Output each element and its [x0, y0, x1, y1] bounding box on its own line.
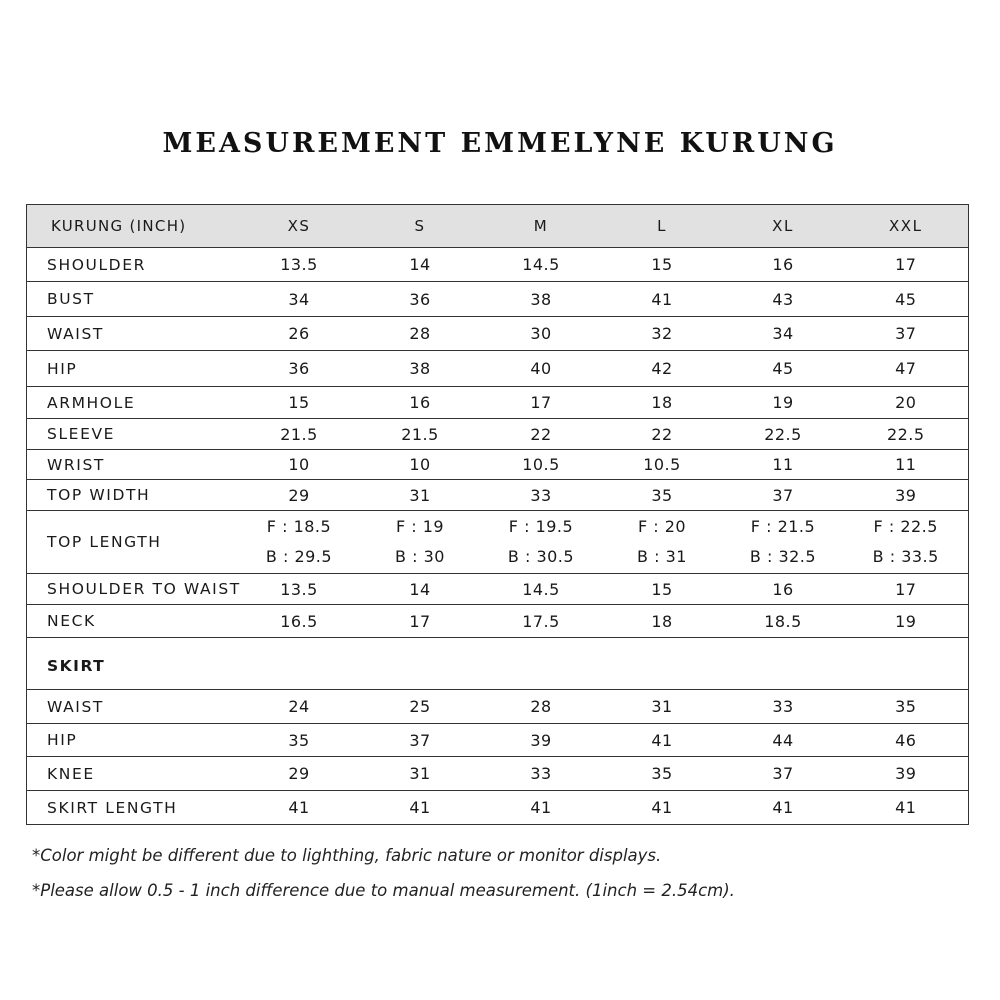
measurement-cell: 17.5 — [481, 605, 602, 638]
size-header-xs: XS — [239, 205, 360, 248]
measurement-cell: 37 — [723, 757, 844, 791]
measurement-cell: 10 — [239, 450, 360, 480]
measurement-cell: 18.5 — [723, 605, 844, 638]
top-length-cell — [844, 511, 969, 574]
size-chart-body — [27, 205, 969, 825]
top-length-cell — [360, 511, 481, 574]
size-header-s: S — [360, 205, 481, 248]
measurement-cell: 31 — [360, 757, 481, 791]
front-length-value: F : 19.5 — [508, 517, 574, 536]
measurement-cell: 35 — [239, 724, 360, 757]
top-length-cell — [723, 511, 844, 574]
color-disclaimer-note: *Color might be different due to lighthing, fabric nature or monitor displays. — [32, 846, 662, 865]
table-row — [27, 724, 969, 757]
measurement-cell: 13.5 — [239, 574, 360, 605]
row-label: KNEE — [27, 757, 239, 791]
page-title: MEASUREMENT EMMELYNE KURUNG — [162, 128, 838, 159]
measurement-cell: 37 — [844, 317, 969, 351]
measurement-cell: 41 — [602, 791, 723, 825]
measurement-cell: 44 — [723, 724, 844, 757]
front-length-value: F : 20 — [637, 517, 687, 536]
table-row — [27, 480, 969, 511]
measurement-cell: 16 — [360, 387, 481, 419]
row-label: NECK — [27, 605, 239, 638]
measurement-cell: 46 — [844, 724, 969, 757]
measurement-cell: 22 — [481, 419, 602, 450]
row-label: SLEEVE — [27, 419, 239, 450]
measurement-cell: 16 — [723, 574, 844, 605]
measurement-cell: 39 — [844, 480, 969, 511]
measurement-cell: 45 — [723, 351, 844, 387]
measurement-cell: 32 — [602, 317, 723, 351]
size-header-l: L — [602, 205, 723, 248]
skirt-section-label: SKIRT — [27, 638, 969, 690]
table-row — [27, 574, 969, 605]
measurement-cell: 28 — [481, 690, 602, 724]
table-header-row — [27, 205, 969, 248]
table-row — [27, 317, 969, 351]
row-label: WAIST — [27, 317, 239, 351]
measurement-cell: 22.5 — [844, 419, 969, 450]
measurement-cell: 17 — [360, 605, 481, 638]
table-row — [27, 511, 969, 574]
table-row — [27, 387, 969, 419]
size-chart-table — [26, 204, 969, 825]
measurement-cell: 31 — [360, 480, 481, 511]
measurement-cell: 36 — [360, 282, 481, 317]
measurement-cell: 42 — [602, 351, 723, 387]
row-label: SHOULDER TO WAIST — [27, 574, 239, 605]
row-label: HIP — [27, 724, 239, 757]
size-header-m: M — [481, 205, 602, 248]
table-row — [27, 450, 969, 480]
measurement-cell: 31 — [602, 690, 723, 724]
measurement-cell: 28 — [360, 317, 481, 351]
table-row — [27, 605, 969, 638]
header-label: KURUNG (INCH) — [27, 205, 239, 248]
measurement-cell: 25 — [360, 690, 481, 724]
top-length-cell — [481, 511, 602, 574]
measurement-cell: 34 — [723, 317, 844, 351]
measurement-cell: 41 — [481, 791, 602, 825]
measurement-cell: 15 — [239, 387, 360, 419]
measurement-cell: 41 — [602, 724, 723, 757]
measurement-cell: 14.5 — [481, 248, 602, 282]
measurement-cell: 11 — [723, 450, 844, 480]
table-row — [27, 791, 969, 825]
measurement-cell: 33 — [723, 690, 844, 724]
row-label: TOP WIDTH — [27, 480, 239, 511]
measurement-cell: 35 — [844, 690, 969, 724]
measurement-tolerance-note: *Please allow 0.5 - 1 inch difference due to manual measurement. (1inch = 2.54cm). — [32, 881, 735, 900]
measurement-cell: 22 — [602, 419, 723, 450]
row-label: HIP — [27, 351, 239, 387]
measurement-cell: 10.5 — [602, 450, 723, 480]
front-length-value: F : 18.5 — [266, 517, 332, 536]
measurement-cell: 26 — [239, 317, 360, 351]
top-length-cell — [239, 511, 360, 574]
measurement-cell: 17 — [844, 248, 969, 282]
front-length-value: F : 21.5 — [750, 517, 816, 536]
table-row — [27, 690, 969, 724]
measurement-cell: 11 — [844, 450, 969, 480]
row-label: ARMHOLE — [27, 387, 239, 419]
measurement-cell: 19 — [723, 387, 844, 419]
measurement-cell: 38 — [481, 282, 602, 317]
measurement-cell: 38 — [360, 351, 481, 387]
back-length-value: B : 29.5 — [265, 547, 333, 566]
measurement-cell: 16.5 — [239, 605, 360, 638]
measurement-cell: 37 — [360, 724, 481, 757]
measurement-cell: 18 — [602, 605, 723, 638]
back-length-value: B : 30.5 — [507, 547, 575, 566]
row-label: BUST — [27, 282, 239, 317]
row-label: TOP LENGTH — [27, 511, 239, 574]
back-length-value: B : 32.5 — [749, 547, 817, 566]
measurement-cell: 17 — [481, 387, 602, 419]
measurement-cell: 20 — [844, 387, 969, 419]
measurement-cell: 41 — [360, 791, 481, 825]
table-row — [27, 419, 969, 450]
measurement-cell: 43 — [723, 282, 844, 317]
measurement-cell: 40 — [481, 351, 602, 387]
measurement-cell: 14 — [360, 248, 481, 282]
row-label: WRIST — [27, 450, 239, 480]
measurement-cell: 16 — [723, 248, 844, 282]
measurement-cell: 45 — [844, 282, 969, 317]
measurement-cell: 39 — [481, 724, 602, 757]
measurement-cell: 14.5 — [481, 574, 602, 605]
measurement-cell: 34 — [239, 282, 360, 317]
measurement-cell: 47 — [844, 351, 969, 387]
row-label: SKIRT LENGTH — [27, 791, 239, 825]
measurement-cell: 41 — [844, 791, 969, 825]
measurement-cell: 21.5 — [360, 419, 481, 450]
row-label: WAIST — [27, 690, 239, 724]
table-row — [27, 351, 969, 387]
measurement-cell: 14 — [360, 574, 481, 605]
measurement-cell: 29 — [239, 480, 360, 511]
measurement-cell: 21.5 — [239, 419, 360, 450]
top-length-cell — [602, 511, 723, 574]
measurement-cell: 13.5 — [239, 248, 360, 282]
measurement-cell: 41 — [602, 282, 723, 317]
table-row — [27, 282, 969, 317]
table-row — [27, 757, 969, 791]
measurement-cell: 29 — [239, 757, 360, 791]
measurement-cell: 41 — [239, 791, 360, 825]
row-label: SHOULDER — [27, 248, 239, 282]
measurement-cell: 22.5 — [723, 419, 844, 450]
measurement-cell: 19 — [844, 605, 969, 638]
measurement-cell: 37 — [723, 480, 844, 511]
measurement-cell: 15 — [602, 248, 723, 282]
measurement-cell: 41 — [723, 791, 844, 825]
measurement-cell: 17 — [844, 574, 969, 605]
measurement-cell: 10.5 — [481, 450, 602, 480]
back-length-value: B : 31 — [637, 547, 687, 566]
front-length-value: F : 19 — [395, 517, 445, 536]
size-header-xxl: XXL — [844, 205, 969, 248]
measurement-cell: 33 — [481, 757, 602, 791]
measurement-cell: 39 — [844, 757, 969, 791]
measurement-cell: 30 — [481, 317, 602, 351]
size-header-xl: XL — [723, 205, 844, 248]
back-length-value: B : 30 — [395, 547, 445, 566]
measurement-cell: 10 — [360, 450, 481, 480]
measurement-cell: 18 — [602, 387, 723, 419]
front-length-value: F : 22.5 — [873, 517, 938, 536]
measurement-cell: 24 — [239, 690, 360, 724]
skirt-section-row — [27, 638, 969, 690]
measurement-cell: 36 — [239, 351, 360, 387]
measurement-cell: 35 — [602, 757, 723, 791]
measurement-cell: 35 — [602, 480, 723, 511]
measurement-cell: 33 — [481, 480, 602, 511]
back-length-value: B : 33.5 — [872, 547, 939, 566]
table-row — [27, 248, 969, 282]
measurement-cell: 15 — [602, 574, 723, 605]
